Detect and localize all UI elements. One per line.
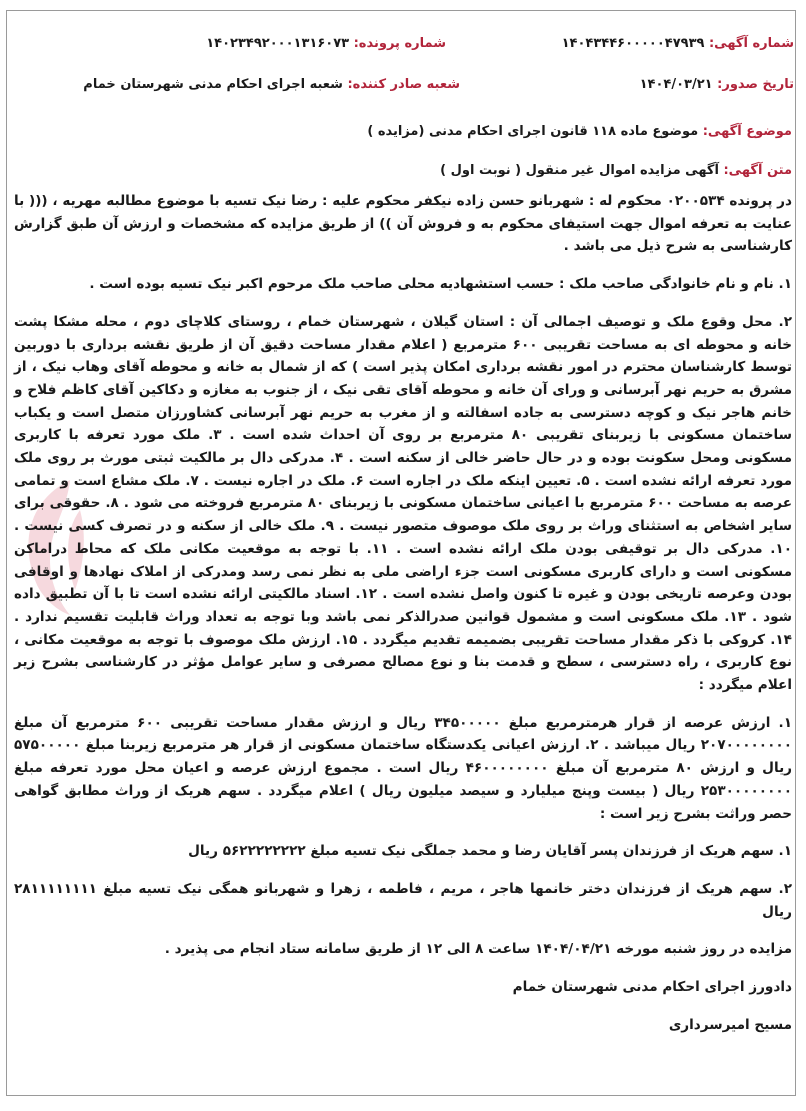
body-valuation: ۱. ارزش عرصه از قرار هرمترمربع مبلغ ۳۴۵۰۰۰۰۰ ریال و ارزش مقدار مساحت تقریبی ۶۰۰ مترمربع آن مبلغ ۲۰۷۰۰۰۰۰۰۰۰ ریال میباشد . ۲. ارزش اعیانی یکدستگاه ساختمان مسکونی از قرار هر مترمربع زیربنا مبلغ ۵۷۵۰۰۰۰۰ ریال و ارزش ۸۰ مترمربع آن مبلغ ۴۶۰۰۰۰۰۰۰۰ ریال است . مجموع ارزش عرصه و اعیان محل مورد تعرفه مبلغ ۲۵۳۰۰۰۰۰۰۰۰ ریال ( بیست وپنج میلیارد و سیصد میلیون ریال ) اعلام میگردد . سهم هریک از وراث مطابق گواهی حصر وراثت بشرح زیر است : (14, 714, 793, 822)
body-share-daughters: ۲. سهم هریک از فرزندان دختر خانمها هاجر ، مریم ، فاطمه ، زهرا و شهربانو همگی نیک تسیه مبلغ ۲۸۱۱۱۱۱۱۱۱ ریال (14, 880, 792, 920)
body-item-owner: ۱. نام و نام خانوادگی صاحب ملک : حسب استشهادیه محلی صاحب ملک مرحوم اکبر نیک تسیه بوده است . (89, 276, 792, 293)
issuing-branch (83, 77, 460, 92)
body-share-sons: ۱. سهم هریک از فرزندان پسر آقایان رضا و محمد جملگی نیک تسیه مبلغ ۵۶۲۲۲۲۲۲۲۲ ریال (188, 843, 792, 860)
case-number-value: ۱۴۰۲۳۴۹۲۰۰۰۱۳۱۶۰۷۳ (206, 36, 350, 51)
ad-number-value: ۱۴۰۴۳۴۴۶۰۰۰۰۰۴۷۹۳۹ (561, 36, 705, 51)
ad-number-label: شماره آگهی: (708, 36, 794, 51)
issue-date (640, 77, 794, 92)
body-auction-date: مزایده در روز شنبه مورخه ۱۴۰۴/۰۴/۲۱ ساعت ۸ الی ۱۲ از طریق سامانه ستاد انجام می پذیرد . (164, 941, 792, 958)
body-signer-title: دادورز اجرای احکام مدنی شهرستان خمام (512, 979, 792, 996)
issue-date-label: تاریخ صدور: (717, 77, 794, 92)
subject-value: موضوع ماده ۱۱۸ قانون اجرای احکام مدنی (مزایده ) (367, 124, 699, 139)
ad-number (562, 36, 794, 51)
subject-row (14, 124, 792, 139)
subject-label: موضوع آگهی: (702, 124, 792, 139)
body-intro: در پرونده ۰۲۰۰۵۳۴ محکوم له : شهربانو حسن زاده نیکفر محکوم علیه : رضا نیک تسیه با موضوع مطالبه مهریه ، ((( با عنایت به تعرفه اموال جهت استیفای محکوم به و فروش آن )) از طریق مزایده که مشخصات و ارزش آن طبق گزارش کارشناسی به شرح ذیل می باشد . (14, 193, 792, 255)
body-property-description: ۲. محل وقوع ملک و توصیف اجمالی آن : استان گیلان ، شهرستان خمام ، روستای کلاچای دوم ، محله مشکا پشت خانه و محوطه ای به مساحت تقریبی ۶۰۰ مترمربع ( اعلام مقدار مساحت دقیق آن از طریق نقشه برداری با دوربین توسط کارشناسان محترم در امور نقشه برداری امکان پذیر است ) که از شمال به خانه و محوطه آقای وهاب نیک ، از مشرق به حریم نهر آبرسانی و ورای آن خانه و محوطه آقای تقی نیک ، از جنوب به مغازه و دکاکین آقای کاظم فلاح و خانم هاجر نیک و کوچه دسترسی به جاده اسفالته و از مغرب به حریم نهر آبرسانی کشاورزان متصل است و یکباب ساختمان مسکونی با زیربنای تقریبی ۸۰ مترمربع بر روی آن احداث شده است . ۳. ملک مورد تعرفه با کاربری مسکونی ومحل سکونت بوده و در حال حاضر خالی از سکنه است . ۴. مدرکی دال بر مالکیت ثبتی مورث بر روی ملک مورد تعرفه ارائه نشده است . ۵. تعیین اینکه ملک در اجاره است ۶. ملک در اجاره نیست . ۷. ملک مشاع است و تمامی عرصه به مساحت ۶۰۰ مترمربع با اعیانی ساختمان مسکونی با زیربنای ۸۰ مترمربع فروخته می شود . ۸. حقوقی برای سایر اشخاص به استثنای وراث بر روی ملک موصوف متصور نیست . ۹. ملک خالی از سکنه و در تصرف کسی نیست . ۱۰. مدرکی دال بر توقیفی بودن ملک ارائه نشده است . ۱۱. با توجه به موقعیت مکانی ملک که محاط دراماکن مسکونی است و دارای کاربری مسکونی است جزء اراضی ملی به نظر نمی رسد ومدرکی از املاک نهادها و اوقافی بودن وعرصه تاریخی بودن و غیره تا کنون واصل نشده است . ۱۲. اسناد مالکیتی ارائه نشده است تا با آن تطبیق داده شود . ۱۳. ملک مسکونی است و مشمول قوانین صدرالذکر نمی باشد وبا توجه به تعداد وراث قابلیت تقسیم ندارد . ۱۴. کروکی با ذکر مقدار مساحت تقریبی بضمیمه تقدیم میگردد . ۱۵. ارزش ملک موصوف با توجه به موقعیت مکانی ، نوع کاربری ، راه دسترسی ، سطح و قدمت بنا و نوع مصالح مصرفی و سایر عوامل مؤثر در کارشناسی بشرح زیر اعلام میگردد : (14, 313, 793, 694)
issue-date-value: ۱۴۰۴/۰۳/۲۱ (639, 77, 713, 92)
body-signer-name: مسیح امیرسرداری (668, 1016, 792, 1033)
ad-body (14, 190, 792, 1037)
ad-text-title: آگهی مزایده اموال غیر منقول ( نوبت اول ) (440, 163, 719, 178)
ad-text-label: متن آگهی: (723, 163, 792, 178)
issuing-branch-label: شعبه صادر کننده: (347, 77, 460, 92)
ad-text-row (14, 163, 792, 178)
case-number (206, 36, 446, 51)
case-number-label: شماره پرونده: (353, 36, 446, 51)
issuing-branch-value: شعبه اجرای احکام مدنی شهرستان خمام (83, 77, 343, 92)
